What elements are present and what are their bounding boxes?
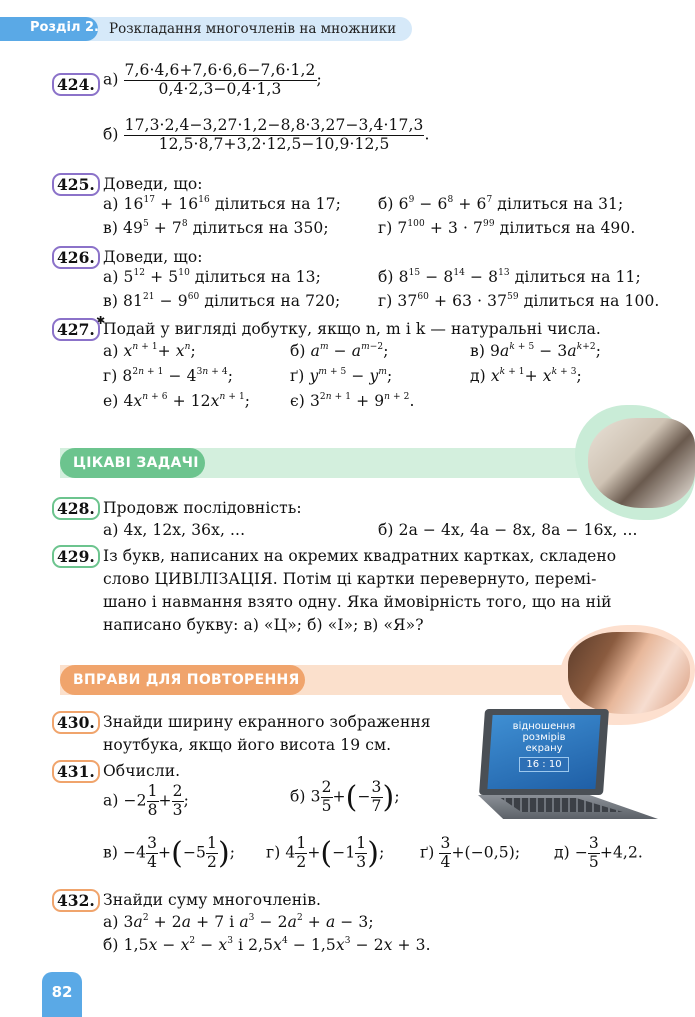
ex425-a: а) $16^{17} + 16^{16}$ ділиться на 17; (103, 195, 341, 213)
laptop-ratio: 16 : 10 (519, 757, 568, 772)
ex427-prompt: Подай у вигляді добутку, якщо n, m і k — натуральні числа. (103, 320, 601, 338)
ex427-b: б) $a^m - a^{m-2}$; (290, 342, 389, 360)
ex426-prompt: Доведи, що: (103, 248, 203, 266)
girls-photo (568, 632, 690, 714)
exercise-number-428: 428. (52, 497, 100, 520)
ex427-a: а) $x^{n + 1}+ x^n$; (103, 342, 196, 360)
ex431-b: б) 3 $\frac{2}{5}$ +(− $\frac{3}{7}$ ); (290, 778, 400, 815)
page-number: 82 (51, 983, 73, 1001)
ex431-a: а) −2 $\frac{1}{8}$ + $\frac{2}{3}$ ; (103, 782, 189, 819)
interesting-banner-title: ЦІКАВІ ЗАДАЧІ (73, 455, 199, 471)
ex426-b: б) $8^{15} - 8^{14} - 8^{13}$ ділиться на 11; (378, 268, 641, 286)
exercise-number-425: 425. (52, 173, 100, 196)
exercise-number-432: 432. (52, 889, 100, 912)
ex424-a: а) $\frac{7,6\cdot 4,6+7,6\cdot 6,6-7,6\cdot 1,2}{0,4\cdot 2,3-0,4\cdot 1,3}$ ; (103, 61, 322, 98)
ex431-e: ґ) $\frac{3}{4}$ +(−0,5); (420, 834, 521, 871)
ex427-f: д) $x^{k + 1}+ x^{k + 3}$; (470, 367, 582, 385)
exercise-number-424: 424. (52, 73, 100, 96)
ex430-line-2: ноутбука, якщо його висота 19 см. (103, 736, 392, 754)
laptop-text-1: відношення (512, 721, 576, 732)
exercise-number-426: 426. (52, 246, 100, 269)
ex426-d: г) $37^{60} + 63 \cdot 37^{59}$ ділиться на 100. (378, 292, 660, 310)
ex424-b: б) $\frac{17,3\cdot 2,4-3,27\cdot 1,2-8,8\cdot 3,27-3,4\cdot 17,3}{12,5\cdot 8,7+3,2\cdot 12,5-10,9\cdot 12,5}$ . (103, 116, 430, 153)
laptop-screen-text (494, 721, 594, 772)
ex429-line-1: Із букв, написаних на окремих квадратних картках, складено (103, 547, 617, 565)
ex425-b: б) $6^9 - 6^8 + 6^7$ ділиться на 31; (378, 195, 624, 213)
exercise-number-431: 431. (52, 760, 100, 783)
ex425-d: г) $7^{100} + 3 \cdot 7^{99}$ ділиться на 490. (378, 219, 636, 237)
exercise-number-427: 427. (52, 318, 100, 341)
laptop-text-2: розмірів (522, 732, 566, 743)
ex428-b: б) 2a − 4x, 4a − 8x, 8a − 16x, ... (378, 521, 638, 539)
ex430-line-1: Знайди ширину екранного зображення (103, 713, 431, 731)
ex426-c: в) $81^{21} - 9^{60}$ ділиться на 720; (103, 292, 341, 310)
ex425-c: в) $49^5 + 7^8$ ділиться на 350; (103, 219, 329, 237)
header-section: Розділ 2. (30, 20, 99, 35)
exercise-number-430: 430. (52, 711, 100, 734)
ex429-line-2: слово ЦИВІЛІЗАЦІЯ. Потім ці картки перевернуто, перемі- (103, 570, 597, 588)
students-photo (588, 418, 695, 508)
review-banner-title: ВПРАВИ ДЛЯ ПОВТОРЕННЯ (73, 672, 300, 688)
ex427-h: є) $3^{2n + 1} + 9^{n + 2}$. (290, 392, 415, 410)
ex428-a: а) 4x, 12x, 36x, ... (103, 521, 246, 539)
ex431-prompt: Обчисли. (103, 762, 181, 780)
ex428-prompt: Продовж послідовність: (103, 499, 302, 517)
ex431-f: д) − $\frac{3}{5}$ +4,2. (554, 834, 643, 871)
ex427-e: ґ) $y^{m + 5} - y^m$; (290, 367, 393, 385)
header-title: Розкладання многочленів на множники (109, 21, 397, 37)
ex429-line-4: написано букву: а) «Ц»; б) «І»; в) «Я»? (103, 616, 424, 634)
ex431-d: г) 4 $\frac{1}{2}$ +(−1 $\frac{1}{3}$ ); (266, 834, 385, 871)
ex432-b: б) $1,5x - x^2 - x^3$ і $2,5x^4 - 1,5x^3 - 2x + 3$. (103, 936, 431, 954)
ex432-prompt: Знайди суму многочленів. (103, 891, 322, 909)
ex431-c: в) −4 $\frac{3}{4}$ +(−5 $\frac{1}{2}$ ); (103, 834, 236, 871)
exercise-number-429: 429. (52, 545, 100, 568)
ex427-g: е) $4x^{n + 6} + 12x^{n + 1}$; (103, 392, 251, 410)
laptop-text-3: екрану (525, 743, 563, 754)
ex429-line-3: шано і навмання взято одну. Яка ймовірність того, що на ній (103, 593, 612, 611)
ex427-d: г) $8^{2n + 1} - 4^{3n + 4}$; (103, 367, 234, 385)
star-marker: ✱ (96, 314, 106, 327)
ex425-prompt: Доведи, що: (103, 175, 203, 193)
ex432-a: а) $3a^2 + 2a + 7$ і $a^3 - 2a^2 + a - 3$; (103, 913, 374, 931)
ex426-a: а) $5^{12} + 5^{10}$ ділиться на 13; (103, 268, 321, 286)
ex427-c: в) $9a^{k + 5} - 3a^{k+2}$; (470, 342, 602, 360)
